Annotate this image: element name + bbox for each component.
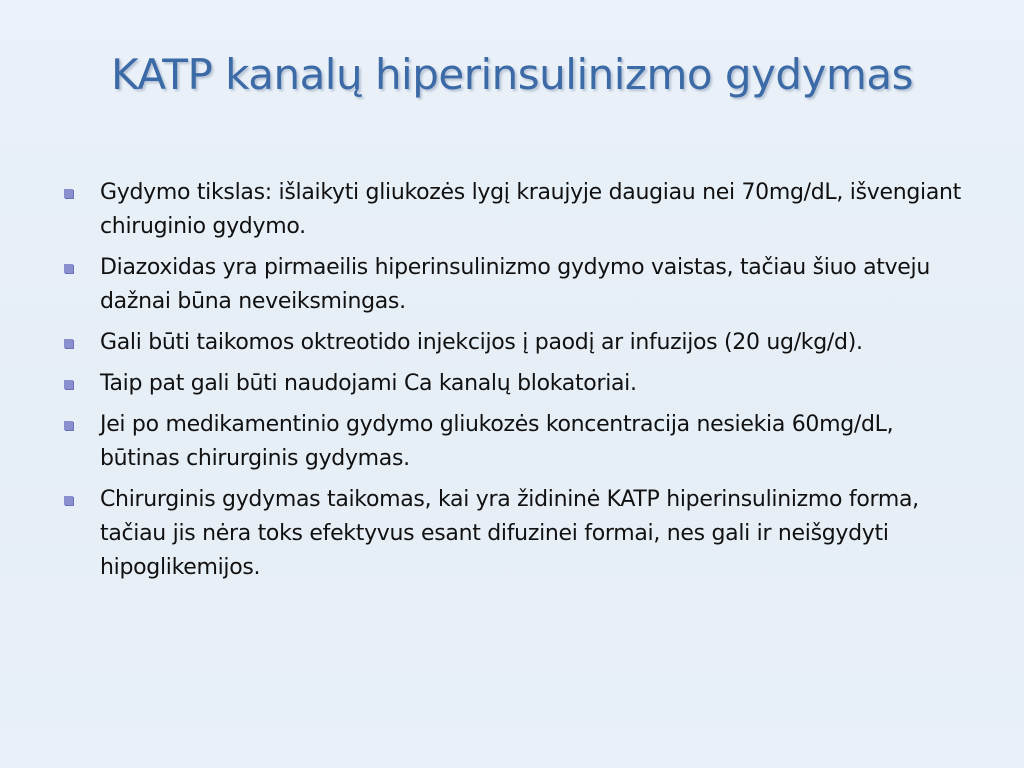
- square-bullet-icon: [64, 339, 73, 348]
- square-bullet-icon: [64, 496, 73, 505]
- square-bullet-icon: [64, 380, 73, 389]
- bullet-text: Gali būti taikomos oktreotido injekcijos į paodį ar infuzijos (20 ug/kg/d).: [100, 330, 863, 355]
- bullet-item: [64, 367, 974, 401]
- bullet-text: Jei po medikamentinio gydymo gliukozės koncentracija nesiekia 60mg/dL, būtinas chirurginis gydymas.: [100, 412, 894, 471]
- bullet-text: Gydymo tikslas: išlaikyti gliukozės lygį kraujyje daugiau nei 70mg/dL, išvengiant chiruginio gydymo.: [100, 180, 961, 239]
- slide-title: KATP kanalų hiperinsulinizmo gydymas: [111, 50, 913, 99]
- bullet-text: Diazoxidas yra pirmaeilis hiperinsulinizmo gydymo vaistas, tačiau šiuo atveju dažnai būna neveiksmingas.: [100, 255, 930, 314]
- bullet-text: Taip pat gali būti naudojami Ca kanalų blokatoriai.: [100, 371, 637, 396]
- square-bullet-icon: [64, 189, 73, 198]
- bullet-text: Chirurginis gydymas taikomas, kai yra židininė KATP hiperinsulinizmo forma, tačiau jis nėra toks efektyvus esant difuzinei formai, nes gali ir neišgydyti hipoglikemijos.: [100, 487, 919, 580]
- bullet-item: [64, 251, 974, 319]
- bullet-item: [64, 408, 974, 476]
- square-bullet-icon: [64, 421, 73, 430]
- bullet-item: [64, 176, 974, 244]
- bullet-item: [64, 326, 974, 360]
- bullet-item: [64, 483, 974, 585]
- square-bullet-icon: [64, 264, 73, 273]
- bullet-list: [64, 176, 974, 592]
